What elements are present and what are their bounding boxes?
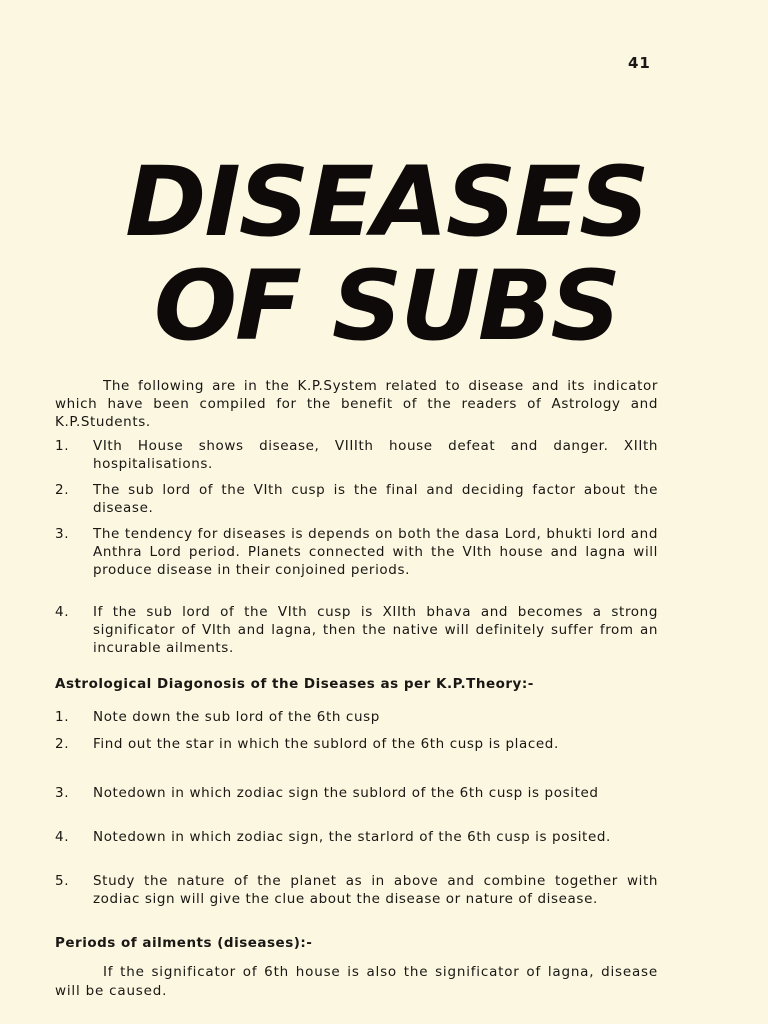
list-item [55,603,658,657]
list-item-number: 3. [55,785,70,801]
list-item-text: VIth House shows disease, VIIIth house defeat and danger. XIIth hospitalisations. [93,438,658,472]
list-item [55,735,658,753]
list-item-number: 2. [55,482,70,498]
list-item-text: Study the nature of the planet as in above and combine together with zodiac sign will give the clue about the disease or nature of disease. [93,873,658,907]
periods-heading: Periods of ailments (diseases):- [55,935,313,951]
list-item [55,784,658,802]
list-item-text: If the sub lord of the VIth cusp is XIIth bhava and becomes a strong significator of VIth and lagna, then the native will definitely suffer from an incurable ailments. [93,604,658,656]
list-item-text: Notedown in which zodiac sign the sublord of the 6th cusp is posited [93,785,599,801]
list-item-number: 1. [55,709,70,725]
list-item-text: Note down the sub lord of the 6th cusp [93,709,380,725]
list-item [55,437,658,473]
list-item-text: Notedown in which zodiac sign, the starlord of the 6th cusp is posited. [93,829,611,845]
list-item [55,708,658,726]
page-title [60,146,713,362]
page-number: 41 [628,54,651,72]
list-item [55,872,658,908]
list-item [55,828,658,846]
title-line-1: DISEASES [125,146,648,258]
list-item-number: 4. [55,829,70,845]
list-item-number: 2. [55,736,70,752]
list-item [55,481,658,517]
list-item-text: Find out the star in which the sublord of the 6th cusp is placed. [93,736,559,752]
title-line-2: OF SUBS [153,250,619,362]
list-item-text: The tendency for diseases is depends on both the dasa Lord, bhukti lord and Anthra Lord period. Planets connected with the VIth house and lagna will produce disease in their conjoined periods. [93,526,658,578]
list-item-number: 1. [55,438,70,454]
list-item-number: 3. [55,526,70,542]
list-item [55,525,658,579]
list-item-number: 5. [55,873,70,889]
intro-paragraph: The following are in the K.P.System related to disease and its indicator which have been compiled for the benefit of the readers of Astrology and K.P.Students. [55,378,658,430]
closing-paragraph: If the significator of 6th house is also the significator of lagna, disease will be caused. [55,964,658,999]
diagnosis-heading: Astrological Diagonosis of the Diseases as per K.P.Theory:- [55,676,534,692]
list-item-number: 4. [55,604,70,620]
list-item-text: The sub lord of the VIth cusp is the final and deciding factor about the disease. [93,482,658,516]
